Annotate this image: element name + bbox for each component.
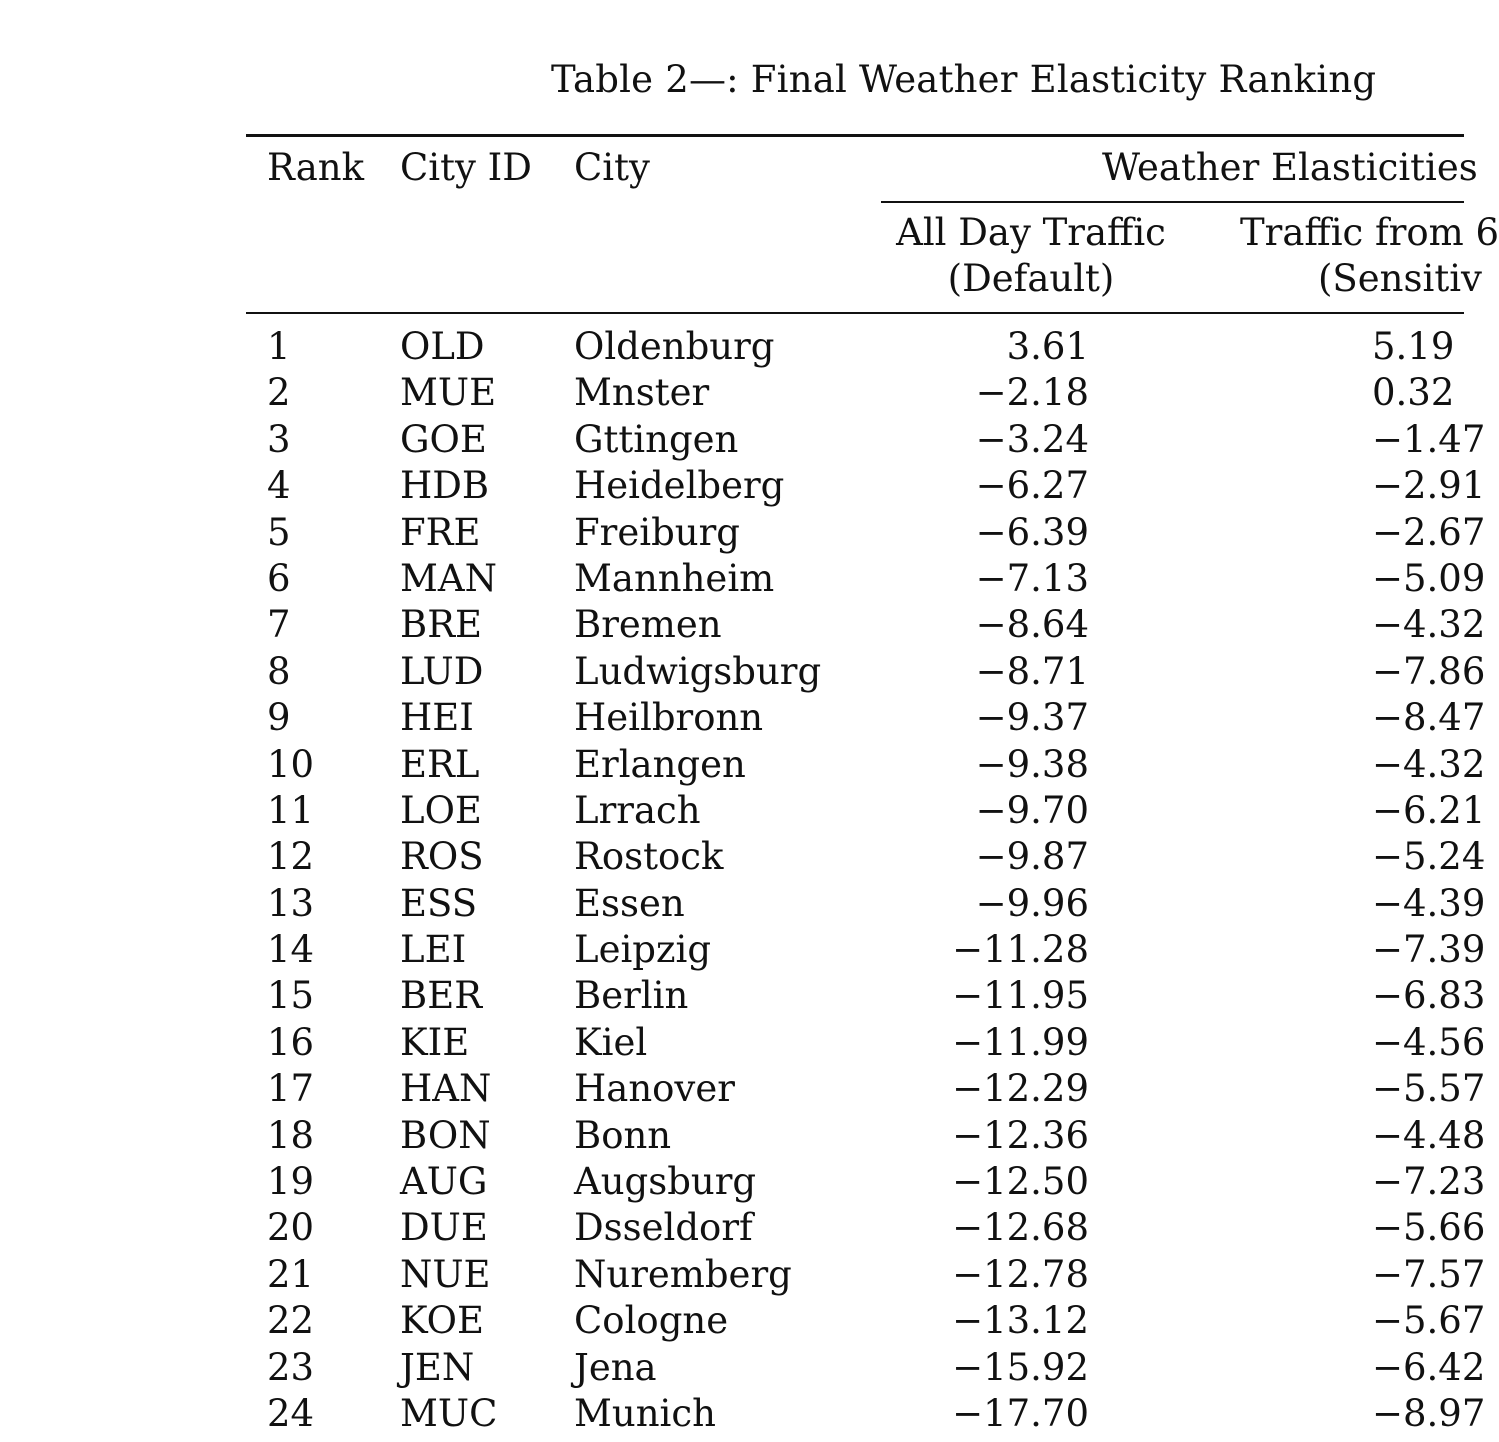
rank-cell: 5	[267, 510, 291, 554]
all-day-elasticity-cell: −15.92	[952, 1345, 1089, 1389]
sensitivity-elasticity-cell: −5.57	[1372, 1067, 1486, 1111]
rank-cell: 2	[267, 371, 291, 415]
city-name-cell: Mnster	[574, 371, 710, 415]
table-row	[0, 1345, 1486, 1391]
city-id-cell: AUG	[400, 1160, 488, 1204]
table-row	[0, 881, 1486, 927]
city-name-cell: Gttingen	[574, 417, 739, 461]
header-traffic-from: Traffic from 6	[1240, 211, 1499, 254]
rank-cell: 24	[267, 1391, 315, 1435]
table-row	[0, 370, 1464, 416]
table-body	[0, 324, 1486, 1437]
sensitivity-elasticity-cell: 5.19	[1372, 325, 1455, 368]
all-day-elasticity-cell: −11.95	[952, 974, 1089, 1018]
sensitivity-elasticity-cell: −4.48	[1372, 1113, 1486, 1157]
city-id-cell: BER	[400, 974, 483, 1018]
rank-cell: 19	[267, 1160, 315, 1204]
city-name-cell: Dsseldorf	[574, 1206, 753, 1250]
rank-cell: 3	[267, 417, 291, 461]
all-day-elasticity-cell: −3.24	[975, 417, 1089, 461]
header-rule	[246, 312, 1464, 314]
rank-cell: 10	[267, 742, 315, 786]
city-id-cell: DUE	[400, 1206, 488, 1250]
city-name-cell: Berlin	[574, 974, 689, 1018]
table-row	[0, 1159, 1486, 1205]
table-row	[0, 510, 1486, 556]
sensitivity-elasticity-cell: −7.23	[1372, 1160, 1486, 1204]
sensitivity-elasticity-cell: −7.57	[1372, 1252, 1486, 1296]
city-name-cell: Essen	[574, 881, 685, 925]
city-name-cell: Nuremberg	[574, 1252, 792, 1296]
all-day-elasticity-cell: −12.68	[952, 1206, 1089, 1250]
rank-cell: 21	[267, 1252, 315, 1296]
city-id-cell: JEN	[400, 1345, 475, 1389]
city-name-cell: Erlangen	[574, 742, 746, 786]
table-row	[0, 556, 1486, 602]
city-id-cell: KIE	[400, 1020, 470, 1064]
city-id-cell: OLD	[400, 325, 485, 368]
table-row	[0, 1391, 1486, 1437]
city-id-cell: ESS	[400, 881, 478, 925]
table-row	[0, 324, 1464, 370]
city-id-cell: FRE	[400, 510, 481, 554]
table-row	[0, 973, 1486, 1019]
sensitivity-elasticity-cell: 0.32	[1372, 371, 1455, 415]
city-id-cell: BRE	[400, 603, 483, 647]
table-row	[0, 927, 1486, 973]
city-id-cell: ERL	[400, 742, 480, 786]
all-day-elasticity-cell: −9.38	[975, 742, 1089, 786]
header-all-day-traffic: All Day Traffic	[896, 211, 1166, 254]
all-day-elasticity-cell: −17.70	[952, 1391, 1089, 1435]
city-id-cell: NUE	[400, 1252, 491, 1296]
table-row	[0, 834, 1486, 880]
city-name-cell: Rostock	[574, 835, 724, 879]
sensitivity-elasticity-cell: −4.32	[1372, 603, 1486, 647]
all-day-elasticity-cell: −8.64	[975, 603, 1089, 647]
all-day-elasticity-cell: −7.13	[975, 556, 1089, 600]
header-city: City	[574, 146, 650, 189]
city-name-cell: Oldenburg	[574, 325, 775, 368]
all-day-elasticity-cell: −11.99	[952, 1020, 1089, 1064]
all-day-elasticity-cell: −9.70	[975, 788, 1089, 832]
rank-cell: 1	[267, 325, 291, 368]
sensitivity-elasticity-cell: −6.21	[1372, 788, 1486, 832]
all-day-elasticity-cell: −12.78	[952, 1252, 1089, 1296]
table-row	[0, 1298, 1486, 1344]
header-weather-elasticities: Weather Elasticities	[1102, 146, 1478, 189]
rank-cell: 15	[267, 974, 315, 1018]
header-all-day-default: (Default)	[947, 257, 1115, 300]
sensitivity-elasticity-cell: −6.42	[1372, 1345, 1486, 1389]
sensitivity-elasticity-cell: −6.83	[1372, 974, 1486, 1018]
all-day-elasticity-cell: −12.50	[952, 1160, 1089, 1204]
all-day-elasticity-cell: −2.18	[975, 371, 1089, 415]
city-name-cell: Bonn	[574, 1113, 672, 1157]
header-sensitivity: (Sensitiv	[1318, 257, 1482, 300]
city-name-cell: Leipzig	[574, 928, 711, 972]
rank-cell: 18	[267, 1113, 315, 1157]
city-name-cell: Augsburg	[574, 1160, 757, 1204]
table-row	[0, 1252, 1486, 1298]
sensitivity-elasticity-cell: −5.66	[1372, 1206, 1486, 1250]
table-row	[0, 742, 1486, 788]
city-id-cell: ROS	[400, 835, 484, 879]
city-name-cell: Munich	[574, 1391, 716, 1435]
sensitivity-elasticity-cell: −8.97	[1372, 1391, 1486, 1435]
table-row	[0, 1020, 1486, 1066]
rank-cell: 20	[267, 1206, 315, 1250]
all-day-elasticity-cell: −9.87	[975, 835, 1089, 879]
table-row	[0, 417, 1486, 463]
all-day-elasticity-cell: −12.36	[952, 1113, 1089, 1157]
rank-cell: 23	[267, 1345, 315, 1389]
city-name-cell: Kiel	[574, 1020, 648, 1064]
sensitivity-elasticity-cell: −8.47	[1372, 696, 1486, 740]
city-id-cell: LUD	[400, 649, 484, 693]
sensitivity-elasticity-cell: −4.32	[1372, 742, 1486, 786]
all-day-elasticity-cell: −12.29	[952, 1067, 1089, 1111]
sensitivity-elasticity-cell: −2.67	[1372, 510, 1486, 554]
sensitivity-elasticity-cell: −2.91	[1372, 464, 1486, 508]
table-row	[0, 1113, 1486, 1159]
all-day-elasticity-cell: −9.96	[975, 881, 1089, 925]
city-id-cell: KOE	[400, 1299, 484, 1343]
rank-cell: 6	[267, 556, 291, 600]
city-id-cell: MAN	[400, 556, 497, 600]
table-row	[0, 1205, 1486, 1251]
city-name-cell: Hanover	[574, 1067, 735, 1111]
city-name-cell: Ludwigsburg	[574, 649, 822, 693]
city-id-cell: HEI	[400, 696, 474, 740]
header-rank: Rank	[267, 146, 365, 189]
all-day-elasticity-cell: −11.28	[952, 928, 1089, 972]
sensitivity-elasticity-cell: −7.86	[1372, 649, 1486, 693]
sensitivity-elasticity-cell: −4.56	[1372, 1020, 1486, 1064]
city-id-cell: LOE	[400, 788, 482, 832]
city-id-cell: LEI	[400, 928, 467, 972]
all-day-elasticity-cell: −8.71	[975, 649, 1089, 693]
city-name-cell: Freiburg	[574, 510, 740, 554]
rank-cell: 9	[267, 696, 291, 740]
all-day-elasticity-cell: −13.12	[952, 1299, 1089, 1343]
sensitivity-elasticity-cell: −5.67	[1372, 1299, 1486, 1343]
rank-cell: 13	[267, 881, 315, 925]
all-day-elasticity-cell: −6.27	[975, 464, 1089, 508]
table-caption: Table 2—: Final Weather Elasticity Ranking	[551, 58, 1377, 101]
sensitivity-elasticity-cell: −4.39	[1372, 881, 1486, 925]
table-row	[0, 463, 1486, 509]
all-day-elasticity-cell: 3.61	[1006, 325, 1089, 368]
city-name-cell: Mannheim	[574, 556, 775, 600]
city-name-cell: Cologne	[574, 1299, 729, 1343]
rank-cell: 7	[267, 603, 291, 647]
rank-cell: 14	[267, 928, 315, 972]
rank-cell: 8	[267, 649, 291, 693]
all-day-elasticity-cell: −9.37	[975, 696, 1089, 740]
city-id-cell: MUE	[400, 371, 497, 415]
city-name-cell: Heilbronn	[574, 696, 764, 740]
sensitivity-elasticity-cell: −5.24	[1372, 835, 1486, 879]
sensitivity-elasticity-cell: −7.39	[1372, 928, 1486, 972]
rank-cell: 17	[267, 1067, 315, 1111]
top-rule	[246, 134, 1464, 137]
table-row	[0, 602, 1486, 648]
rank-cell: 11	[267, 788, 315, 832]
city-name-cell: Bremen	[574, 603, 722, 647]
rank-cell: 16	[267, 1020, 315, 1064]
header-city-id: City ID	[400, 146, 532, 189]
sensitivity-elasticity-cell: −1.47	[1372, 417, 1486, 461]
rank-cell: 12	[267, 835, 315, 879]
rank-cell: 4	[267, 464, 291, 508]
city-id-cell: GOE	[400, 417, 487, 461]
city-id-cell: HAN	[400, 1067, 492, 1111]
all-day-elasticity-cell: −6.39	[975, 510, 1089, 554]
city-id-cell: HDB	[400, 464, 490, 508]
table-row	[0, 1066, 1486, 1112]
city-id-cell: MUC	[400, 1391, 498, 1435]
city-name-cell: Heidelberg	[574, 464, 785, 508]
rank-cell: 22	[267, 1299, 315, 1343]
sensitivity-elasticity-cell: −5.09	[1372, 556, 1486, 600]
city-name-cell: Jena	[574, 1345, 657, 1389]
table-row	[0, 649, 1486, 695]
table-row	[0, 695, 1486, 741]
table-row	[0, 788, 1486, 834]
group-underline-rule	[881, 201, 1464, 203]
city-id-cell: BON	[400, 1113, 491, 1157]
city-name-cell: Lrrach	[574, 788, 701, 832]
